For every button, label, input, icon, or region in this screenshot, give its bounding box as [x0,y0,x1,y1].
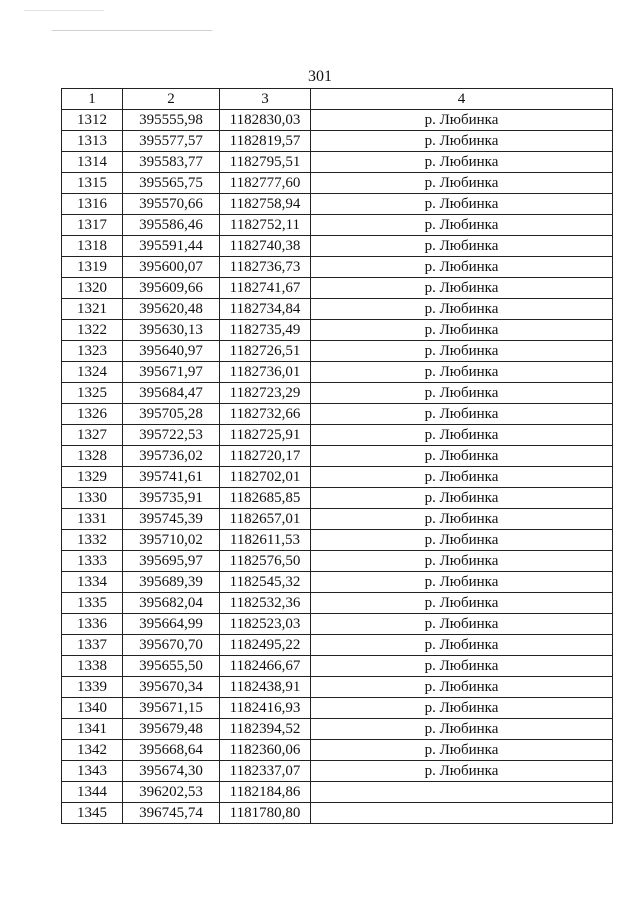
table-cell: 395609,66 [123,278,220,299]
table-row [62,740,613,761]
table-cell: 395600,07 [123,257,220,278]
table-cell: 395735,91 [123,488,220,509]
table-cell: 1182758,94 [220,194,311,215]
table-cell: 1317 [62,215,123,236]
table-cell: 1328 [62,446,123,467]
table-cell: 1182416,93 [220,698,311,719]
table-cell: 1312 [62,110,123,131]
table-cell: 396745,74 [123,803,220,824]
table-cell: 395668,64 [123,740,220,761]
table-cell: 1182725,91 [220,425,311,446]
table-cell: 395670,34 [123,677,220,698]
table-cell: 395722,53 [123,425,220,446]
table-cell: р. Любинка [311,215,613,236]
table-cell: р. Любинка [311,719,613,740]
column-header: 3 [220,89,311,110]
table-cell: 1182466,67 [220,656,311,677]
table-cell: 1182702,01 [220,467,311,488]
table-cell: 396202,53 [123,782,220,803]
table-cell: 395640,97 [123,341,220,362]
table-cell: р. Любинка [311,320,613,341]
table-row [62,404,613,425]
table-cell: р. Любинка [311,173,613,194]
table-cell: 1182732,66 [220,404,311,425]
table-cell: 395630,13 [123,320,220,341]
table-row [62,362,613,383]
table-cell: р. Любинка [311,236,613,257]
table-cell: р. Любинка [311,509,613,530]
table-cell: 1322 [62,320,123,341]
table-row [62,614,613,635]
table-cell: р. Любинка [311,614,613,635]
table-cell: 1330 [62,488,123,509]
table-cell: 395577,57 [123,131,220,152]
table-cell: 395620,48 [123,299,220,320]
table-cell: р. Любинка [311,572,613,593]
table-cell: 1182394,52 [220,719,311,740]
table-cell: 395664,99 [123,614,220,635]
table-row [62,383,613,404]
table-cell [311,803,613,824]
table-cell: 1182657,01 [220,509,311,530]
table-cell: р. Любинка [311,362,613,383]
table-row [62,803,613,824]
table-cell: 1182777,60 [220,173,311,194]
table-cell: 395570,66 [123,194,220,215]
table-cell: р. Любинка [311,551,613,572]
table-row [62,677,613,698]
table-cell: 1315 [62,173,123,194]
table-cell: 1345 [62,803,123,824]
table-cell: 395583,77 [123,152,220,173]
table-cell: 1325 [62,383,123,404]
table-cell: 395684,47 [123,383,220,404]
table-row [62,320,613,341]
table-row [62,572,613,593]
table-cell: 1182438,91 [220,677,311,698]
table-row [62,635,613,656]
table-cell: 1344 [62,782,123,803]
table-row [62,698,613,719]
table-cell: 1323 [62,341,123,362]
table-row [62,173,613,194]
table-cell: 1331 [62,509,123,530]
table-row [62,488,613,509]
table-cell: 1182726,51 [220,341,311,362]
table-cell: р. Любинка [311,299,613,320]
table-cell: 1338 [62,656,123,677]
table-cell: 1182734,84 [220,299,311,320]
table-cell: 395565,75 [123,173,220,194]
table-cell: 1340 [62,698,123,719]
table-cell: 1182545,32 [220,572,311,593]
table-cell: р. Любинка [311,593,613,614]
table-cell: р. Любинка [311,425,613,446]
table-cell: 1182736,01 [220,362,311,383]
table-row [62,110,613,131]
table-cell: 1181780,80 [220,803,311,824]
table-cell: 1182720,17 [220,446,311,467]
table-cell: р. Любинка [311,467,613,488]
table-row [62,782,613,803]
table-cell: 1182360,06 [220,740,311,761]
table-cell: 1343 [62,761,123,782]
table-cell: 1321 [62,299,123,320]
table-row [62,509,613,530]
table-row [62,194,613,215]
table-cell: 1182523,03 [220,614,311,635]
table-cell: 1182576,50 [220,551,311,572]
table-cell: р. Любинка [311,257,613,278]
table-cell: 1182819,57 [220,131,311,152]
table-row [62,425,613,446]
table-cell: р. Любинка [311,446,613,467]
table-cell: 1182532,36 [220,593,311,614]
table-cell: 1327 [62,425,123,446]
table-cell: 1316 [62,194,123,215]
table-cell: 1336 [62,614,123,635]
table-cell: 1182736,73 [220,257,311,278]
page-number: 301 [308,68,332,85]
table-cell: 395671,15 [123,698,220,719]
table-cell: 1182752,11 [220,215,311,236]
table-cell: 1314 [62,152,123,173]
table-row [62,656,613,677]
table-cell: 395591,44 [123,236,220,257]
table-cell: 1182740,38 [220,236,311,257]
table-row [62,530,613,551]
table-cell: 395741,61 [123,467,220,488]
column-header: 2 [123,89,220,110]
table-row [62,278,613,299]
table-cell: 395682,04 [123,593,220,614]
table-cell: 1341 [62,719,123,740]
table-cell: 1342 [62,740,123,761]
column-header: 1 [62,89,123,110]
table-cell: 395670,70 [123,635,220,656]
table-cell: 1182830,03 [220,110,311,131]
table-row [62,215,613,236]
table-body [62,110,613,824]
table-row [62,761,613,782]
table-cell: 395745,39 [123,509,220,530]
table-row [62,593,613,614]
table-cell: 395655,50 [123,656,220,677]
table-cell: р. Любинка [311,698,613,719]
table-cell: 395671,97 [123,362,220,383]
scan-artifact-line [52,30,212,31]
table-cell: 1335 [62,593,123,614]
table-row [62,341,613,362]
table-cell: 1319 [62,257,123,278]
table-cell: 395679,48 [123,719,220,740]
table-cell: 395674,30 [123,761,220,782]
table-cell: 1318 [62,236,123,257]
table-cell: р. Любинка [311,761,613,782]
table-cell: р. Любинка [311,530,613,551]
table-cell: р. Любинка [311,740,613,761]
table-cell: 1182741,67 [220,278,311,299]
scan-artifact-line [24,10,104,11]
table-row [62,299,613,320]
table-row [62,719,613,740]
table-cell: 1332 [62,530,123,551]
table-cell: р. Любинка [311,152,613,173]
table-cell: р. Любинка [311,341,613,362]
table-cell: 1337 [62,635,123,656]
table-cell: р. Любинка [311,131,613,152]
table-row [62,467,613,488]
table-cell: р. Любинка [311,110,613,131]
table-cell: 1313 [62,131,123,152]
table-cell: р. Любинка [311,194,613,215]
table-row [62,131,613,152]
table-cell: 1182495,22 [220,635,311,656]
table-row [62,446,613,467]
table-row [62,551,613,572]
table-cell: р. Любинка [311,278,613,299]
coordinates-table [61,88,613,824]
table-cell: р. Любинка [311,677,613,698]
table-cell: р. Любинка [311,488,613,509]
table-cell: р. Любинка [311,656,613,677]
table-header-row [62,89,613,110]
table-cell: 1334 [62,572,123,593]
table-row [62,152,613,173]
table-cell: 395736,02 [123,446,220,467]
table-cell: 1182184,86 [220,782,311,803]
table-cell: 1182337,07 [220,761,311,782]
table-row [62,236,613,257]
table-cell: 1182685,85 [220,488,311,509]
table-cell: 395705,28 [123,404,220,425]
table-cell [311,782,613,803]
table-cell: 1182611,53 [220,530,311,551]
table-cell: 1182795,51 [220,152,311,173]
table-cell: 1182735,49 [220,320,311,341]
table-cell: 1326 [62,404,123,425]
table-cell: 1324 [62,362,123,383]
table-cell: 1320 [62,278,123,299]
table-cell: 1329 [62,467,123,488]
table-cell: 1339 [62,677,123,698]
table-cell: 395689,39 [123,572,220,593]
table-cell: 395555,98 [123,110,220,131]
table-row [62,257,613,278]
table-cell: 395710,02 [123,530,220,551]
table-cell: 1333 [62,551,123,572]
column-header: 4 [311,89,613,110]
table-cell: 395586,46 [123,215,220,236]
table-cell: р. Любинка [311,404,613,425]
table-cell: 395695,97 [123,551,220,572]
table-cell: р. Любинка [311,383,613,404]
table-cell: 1182723,29 [220,383,311,404]
table-cell: р. Любинка [311,635,613,656]
